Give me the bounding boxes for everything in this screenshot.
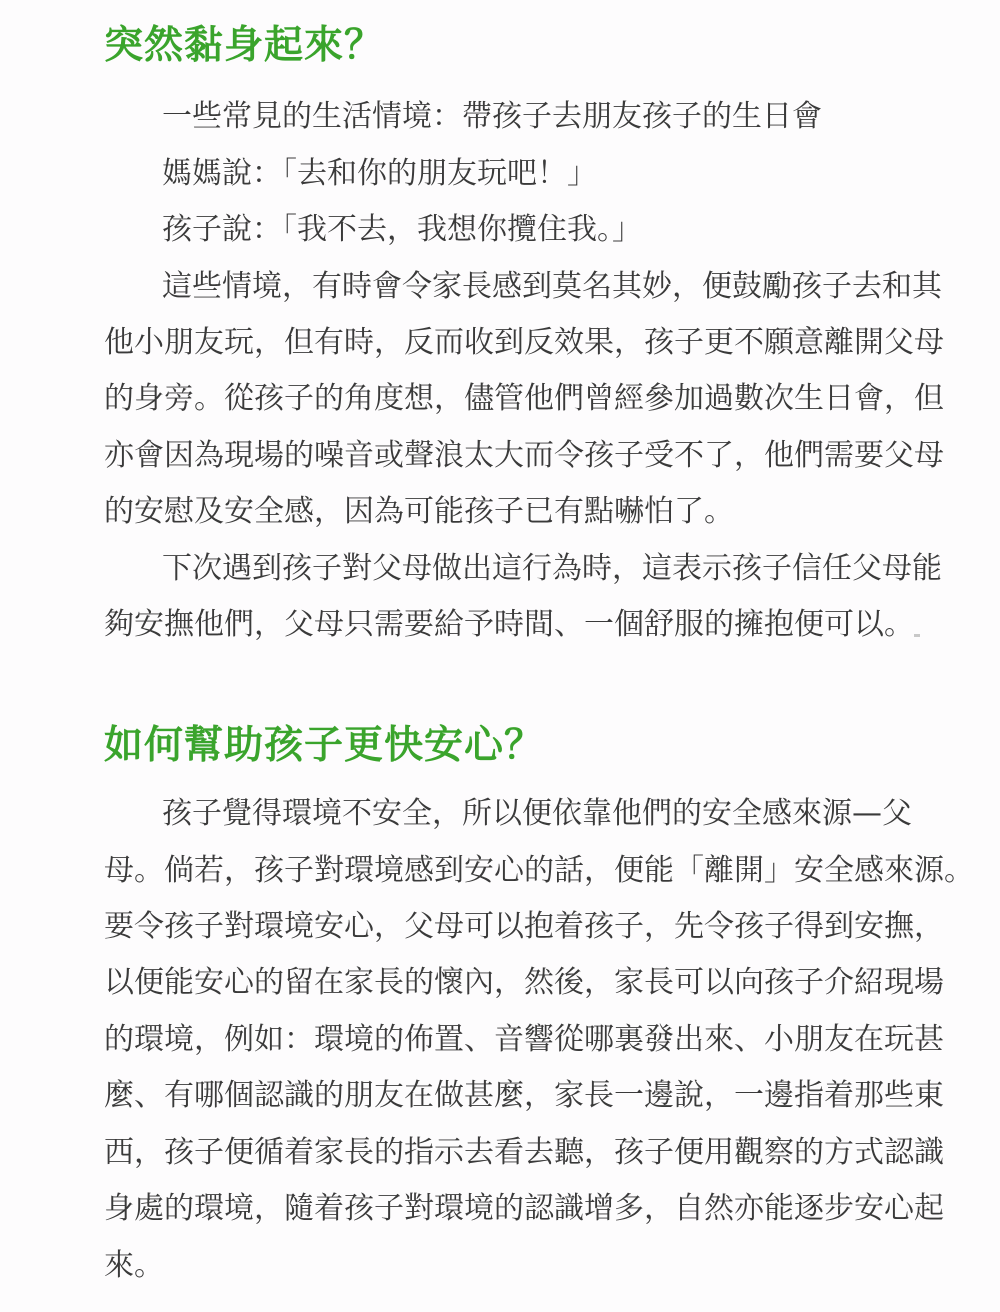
- paragraph-line: 他小朋友玩，但有時，反而收到反效果，孩子更不願意離開父母: [104, 325, 944, 360]
- section-heading-sudden-clinginess: 突然黏身起來？: [104, 23, 385, 68]
- paragraph-line: 一些常見的生活情境：帶孩子去朋友孩子的生日會: [162, 99, 822, 134]
- paragraph-line: 這些情境，有時會令家長感到莫名其妙，便鼓勵孩子去和其: [162, 269, 942, 304]
- paragraph-line: 亦會因為現場的噪音或聲浪太大而令孩子受不了，他們需要父母: [104, 438, 944, 473]
- paragraph-line: 來。: [104, 1248, 164, 1283]
- paragraph-line: 麼、有哪個認識的朋友在做甚麼，家長一邊說，一邊指着那些東: [104, 1078, 944, 1113]
- paragraph-line: 以便能安心的留在家長的懷內，然後，家長可以向孩子介紹現場: [104, 965, 944, 1000]
- paragraph-line: 身處的環境，隨着孩子對環境的認識增多，自然亦能逐步安心起: [104, 1191, 944, 1226]
- paragraph-line: 下次遇到孩子對父母做出這行為時，這表示孩子信任父母能: [162, 551, 942, 586]
- scan-speck: [914, 634, 920, 637]
- paragraph-line: 孩子覺得環境不安全，所以便依靠他們的安全感來源—父: [162, 796, 912, 831]
- paragraph-line: 要令孩子對環境安心，父母可以抱着孩子，先令孩子得到安撫，: [104, 909, 944, 944]
- paragraph-line: 孩子說：「我不去，我想你攬住我。」: [162, 212, 642, 247]
- paragraph-line: 母。倘若，孩子對環境感到安心的話，便能「離開」安全感來源。: [104, 853, 974, 888]
- paragraph-line: 媽媽說：「去和你的朋友玩吧！」: [162, 156, 597, 191]
- paragraph-line: 西，孩子便循着家長的指示去看去聽，孩子便用觀察的方式認識: [104, 1135, 944, 1170]
- section-heading-help-child-feel-secure: 如何幫助孩子更快安心？: [104, 723, 545, 768]
- paragraph-line: 的安慰及安全感，因為可能孩子已有點嚇怕了。: [104, 494, 734, 529]
- paragraph-line: 的環境，例如：環境的佈置、音響從哪裏發出來、小朋友在玩甚: [104, 1022, 944, 1057]
- paragraph-line: 夠安撫他們，父母只需要給予時間、一個舒服的擁抱便可以。: [104, 607, 914, 642]
- paragraph-line: 的身旁。從孩子的角度想，儘管他們曾經參加過數次生日會，但: [104, 381, 944, 416]
